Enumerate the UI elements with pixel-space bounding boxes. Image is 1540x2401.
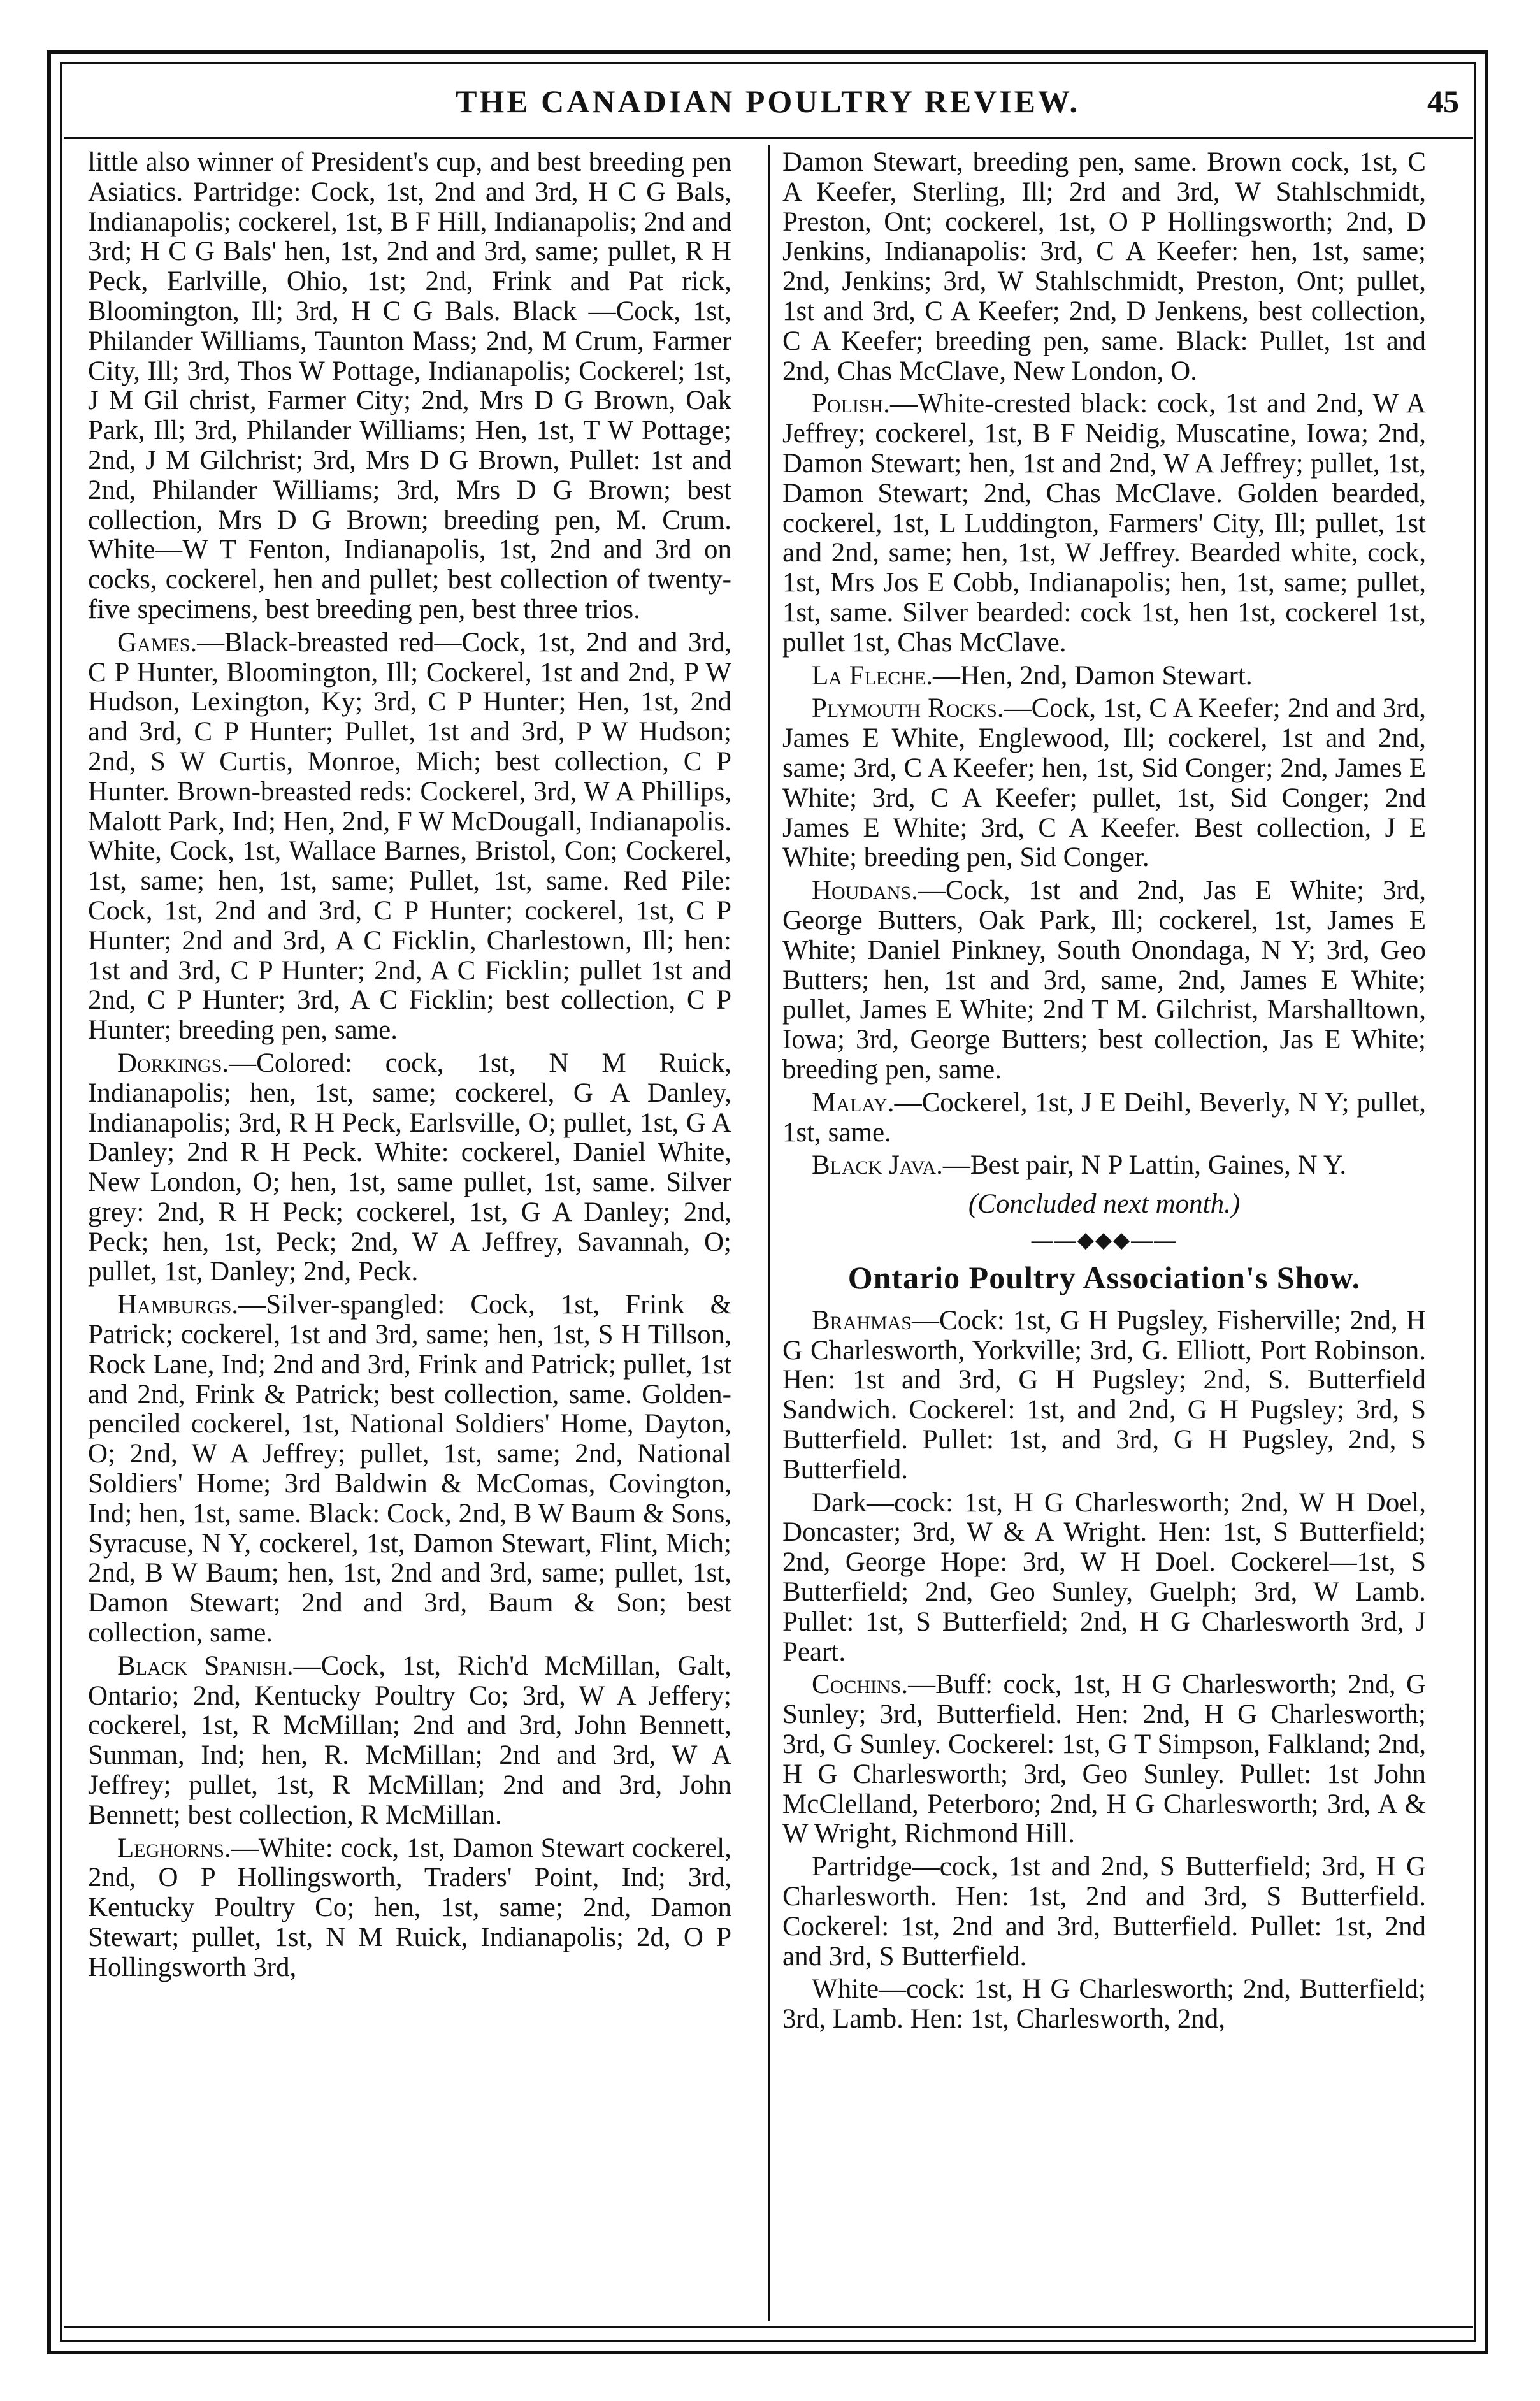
paragraph: Cochins.—Buff: cock, 1st, H G Charlesworth; 2nd, G Sunley; 3rd, Butterfield. Hen: 2nd, H G Charlesworth; 3rd, G Sunley. Cockerel: 1st, G T Simpson, Falkland; 2nd, H G Charlesworth; 3rd, Geo Sunley. Pullet: 1st John McClelland, Peterboro; 2nd, H G Charlesworth; 3rd, A & W Wright, Richmond Hill. [782, 1669, 1426, 1849]
breed-heading: Brahmas [812, 1305, 912, 1336]
page-number: 45 [1427, 83, 1459, 119]
paragraph: Dark—cock: 1st, H G Charlesworth; 2nd, W H Doel, Doncaster; 3rd, W & A Wright. Hen: 1st, S Butterfield; 2nd, George Hope: 3rd, W H Doel. Cockerel—1st, S Butterfield; 2nd, Geo Sunley, Guelph; 3rd, W Lamb. Pullet: 1st, S Butterfield; 2nd, H G Charlesworth 3rd, J Peart. [782, 1487, 1426, 1667]
paragraph: Leghorns.—White: cock, 1st, Damon Stewart cockerel, 2nd, O P Hollingsworth, Traders' Point, Ind; 3rd, Kentucky Poultry Co; hen, 1st, same; 2nd, Damon Stewart; pullet, 1st, N M Ruick, Indianapolis; 2d, O P Hollingsworth 3rd, [88, 1833, 731, 1982]
bottom-rule [64, 2326, 1473, 2328]
paragraph: Hamburgs.—Silver-spangled: Cock, 1st, Frink & Patrick; cockerel, 1st and 3rd, same; hen, 1st, S H Tillson, Rock Lane, Ind; 2nd and 3rd, Frink and Patrick; pullet, 1st and 2nd, Frink & Patrick; best collection, same. Golden-penciled cockerel, 1st, National Soldiers' Home, Dayton, O; 2nd, W A Jeffrey; pullet, 1st, same; 2nd, National Soldiers' Home; 3rd Baldwin & McComas, Covington, Ind; hen, 1st, same. Black: Cock, 2nd, B W Baum & Sons, Syracuse, N Y, cockerel, 1st, Damon Stewart, Flint, Mich; 2nd, B W Baum; hen, 1st, 2nd and 3rd, same; pullet, 1st, Damon Stewart; 2nd and 3rd, Baum & Son; best collection, same. [88, 1290, 731, 1648]
paragraph: La Fleche.—Hen, 2nd, Damon Stewart. [812, 660, 1253, 691]
breed-heading: Malay. [812, 1087, 895, 1118]
header-rule [64, 137, 1473, 139]
breed-heading: Leghorns. [117, 1833, 231, 1863]
paragraph: Polish.—White-crested black: cock, 1st and 2nd, W A Jeffrey; cockerel, 1st, B F Neidig, Muscatine, Iowa; 2nd, Damon Stewart; hen, 1st and 2nd, W A Jeffrey; pullet, 1st, Damon Stewart; 2nd, Chas McClave. Golden bearded, cockerel, 1st, L Luddington, Farmers' City, Ill; pullet, 1st and 2nd, same; hen, 1st, W Jeffrey. Bearded white, cock, 1st, Mrs Jos E Cobb, Indianapolis; hen, 1st, same; pullet, 1st, same. Silver bearded: cock 1st, hen 1st, cockerel 1st, pullet 1st, Chas McClave. [782, 389, 1426, 658]
breed-heading: Cochins. [812, 1669, 909, 1700]
paragraph: Houdans.—Cock, 1st and 2nd, Jas E White; 3rd, George Butters, Oak Park, Ill; cockerel, 1st, James E White; Daniel Pinkney, South Onondaga, N Y; 3rd, Geo Butters; hen, 1st and 3rd, same, 2nd, James E White; pullet, James E White; 2nd T M. Gilchrist, Marshalltown, Iowa; 3rd, George Butters; best collection, Jas E White; breeding pen, same. [782, 876, 1426, 1085]
left-column [88, 148, 731, 2321]
breed-heading: La Fleche. [812, 660, 933, 691]
paragraph: Damon Stewart, breeding pen, same. Brown cock, 1st, C A Keefer, Sterling, Ill; 2rd and 3rd, W Stahlschmidt, Preston, Ont; cockerel, 1st, O P Hollingsworth; 2nd, D Jenkins, Indianapolis: 3rd, C A Keefer: hen, 1st, same; 2nd, Jenkins; 3rd, W Stahlschmidt, Preston, Ont; pullet, 1st and 3rd, C A Keefer; 2nd, D Jenkens, best collection, C A Keefer; breeding pen, same. Black: Pullet, 1st and 2nd, Chas McClave, New London, O. [782, 148, 1426, 386]
breed-heading: Dorkings. [117, 1048, 229, 1078]
paragraph: Black Java.—Best pair, N P Lattin, Gaines, N Y. [812, 1150, 1347, 1181]
breed-heading: Black Java. [812, 1150, 943, 1181]
breed-heading: Polish. [812, 389, 890, 419]
paragraph: Plymouth Rocks.—Cock, 1st, C A Keefer; 2nd and 3rd, James E White, Englewood, Ill; cockerel, 1st and 2nd, same; 3rd, C A Keefer; hen, 1st, Sid Conger; 2nd, James E White; 3rd, C A Keefer; pullet, 1st, Sid Conger; 2nd James E White; 3rd, C A Keefer. Best collection, J E White; breeding pen, Sid Conger. [782, 693, 1426, 873]
paragraph: little also winner of President's cup, and best breeding pen Asiatics. Partridge: Cock, 1st, 2nd and 3rd, H C G Bals, Indianapolis; cockerel, 1st, B F Hill, Indianapolis; 2nd and 3rd; H C G Bals' hen, 1st, 2nd and 3rd, same; pullet, R H Peck, Earlville, Ohio, 1st; 2nd, Frink and Pat rick, Bloomington, Ill; 3rd, H C G Bals. Black —Cock, 1st, Philander Williams, Taunton Mass; 2nd, M Crum, Farmer City, Ill; 3rd, Thos W Pottage, Indianapolis; Cockerel; 1st, J M Gil christ, Farmer City; 2nd, Mrs D G Brown, Oak Park, Ill; 3rd, Philander Williams; Hen, 1st, T W Pottage; 2nd, J M Gilchrist; 3rd, Mrs D G Brown, Pullet: 1st and 2nd, Philander Williams; 3rd, Mrs D G Brown; best collection, Mrs D G Brown; breeding pen, M. Crum. White—W T Fenton, Indianapolis, 1st, 2nd and 3rd on cocks, cockerel, hen and pullet; best collection of twenty-five specimens, best breeding pen, best three trios. [88, 148, 731, 624]
breed-heading: Games. [117, 627, 198, 658]
running-title: THE CANADIAN POULTRY REVIEW. [456, 83, 1080, 119]
section-title: Ontario Poultry Association's Show. [847, 1259, 1361, 1295]
breed-heading: Hamburgs. [117, 1290, 239, 1320]
breed-heading: Houdans. [812, 876, 918, 906]
concluded-note: (Concluded next month.) [968, 1189, 1241, 1220]
paragraph: Black Spanish.—Cock, 1st, Rich'd McMillan, Galt, Ontario; 2nd, Kentucky Poultry Co; 3rd, W A Jeffery; cockerel, 1st, R McMillan; 2nd and 3rd, John Bennett, Sunman, Ind; hen, R. McMillan; 2nd and 3rd, W A Jeffrey; pullet, 1st, R McMillan; 2nd and 3rd, John Bennett; best collection, R McMillan. [88, 1650, 731, 1830]
paragraph: Partridge—cock, 1st and 2nd, S Butterfield; 3rd, H G Charlesworth. Hen: 1st, 2nd and 3rd, S Butterfield. Cockerel: 1st, 2nd and 3rd, Butterfield. Pullet: 1st, 2nd and 3rd, S Butterfield. [782, 1852, 1426, 1972]
paragraph: Brahmas—Cock: 1st, G H Pugsley, Fisherville; 2nd, H G Charlesworth, Yorkville; 3rd, G. Elliott, Port Robinson. Hen: 1st and 3rd, G H Pugsley; 2nd, S. Butterfield Sandwich. Cockerel: 1st, and 2nd, G H Pugsley; 3rd, S Butterfield. Pullet: 1st, and 3rd, G H Pugsley, 2nd, S Butterfield. [782, 1305, 1426, 1485]
ornament-divider: ——◆◆◆—— [1031, 1228, 1177, 1252]
column-divider [768, 145, 770, 2321]
paragraph: Dorkings.—Colored: cock, 1st, N M Ruick, Indianapolis; hen, 1st, same; cockerel, G A Danley, Indianapolis; 3rd, R H Peck, Earlsville, O; pullet, 1st, G A Danley; 2nd R H Peck. White: cockerel, Daniel White, New London, O; hen, 1st, same pullet, 1st, same. Silver grey: 2nd, R H Peck; cockerel, 1st, G A Danley; 2nd, Peck; hen, 1st, Peck; 2nd, W A Jeffrey, Savannah, O; pullet, 1st, Danley; 2nd, Peck. [88, 1048, 731, 1287]
paragraph: Games.—Black-breasted red—Cock, 1st, 2nd and 3rd, C P Hunter, Bloomington, Ill; Cockerel, 1st and 2nd, P W Hudson, Lexington, Ky; 3rd, C P Hunter; Hen, 1st, 2nd and 3rd, C P Hunter; Pullet, 1st and 3rd, P W Hudson; 2nd, S W Curtis, Monroe, Mich; best collection, C P Hunter. Brown-breasted reds: Cockerel, 3rd, W A Phillips, Malott Park, Ind; Hen, 2nd, F W McDougall, Indianapolis. White, Cock, 1st, Wallace Barnes, Bristol, Con; Cockerel, 1st, same; hen, 1st, same; Pullet, 1st, same. Red Pile: Cock, 1st, 2nd and 3rd, C P Hunter; cockerel, 1st, C P Hunter; 2nd and 3rd, A C Ficklin, Charlestown, Ill; hen: 1st and 3rd, C P Hunter; 2nd, A C Ficklin; pullet 1st and 2nd, C P Hunter; 3rd, A C Ficklin; best collection, C P Hunter; breeding pen, same. [88, 627, 731, 1046]
right-column [782, 148, 1426, 2321]
breed-heading: Plymouth Rocks. [812, 693, 1004, 724]
paragraph: White—cock: 1st, H G Charlesworth; 2nd, Butterfield; 3rd, Lamb. Hen: 1st, Charlesworth, 2nd, [782, 1974, 1426, 2035]
breed-heading: Black Spanish. [117, 1650, 294, 1681]
page-header [64, 71, 1472, 129]
paragraph: Malay.—Cockerel, 1st, J E Deihl, Beverly, N Y; pullet, 1st, same. [782, 1087, 1426, 1148]
